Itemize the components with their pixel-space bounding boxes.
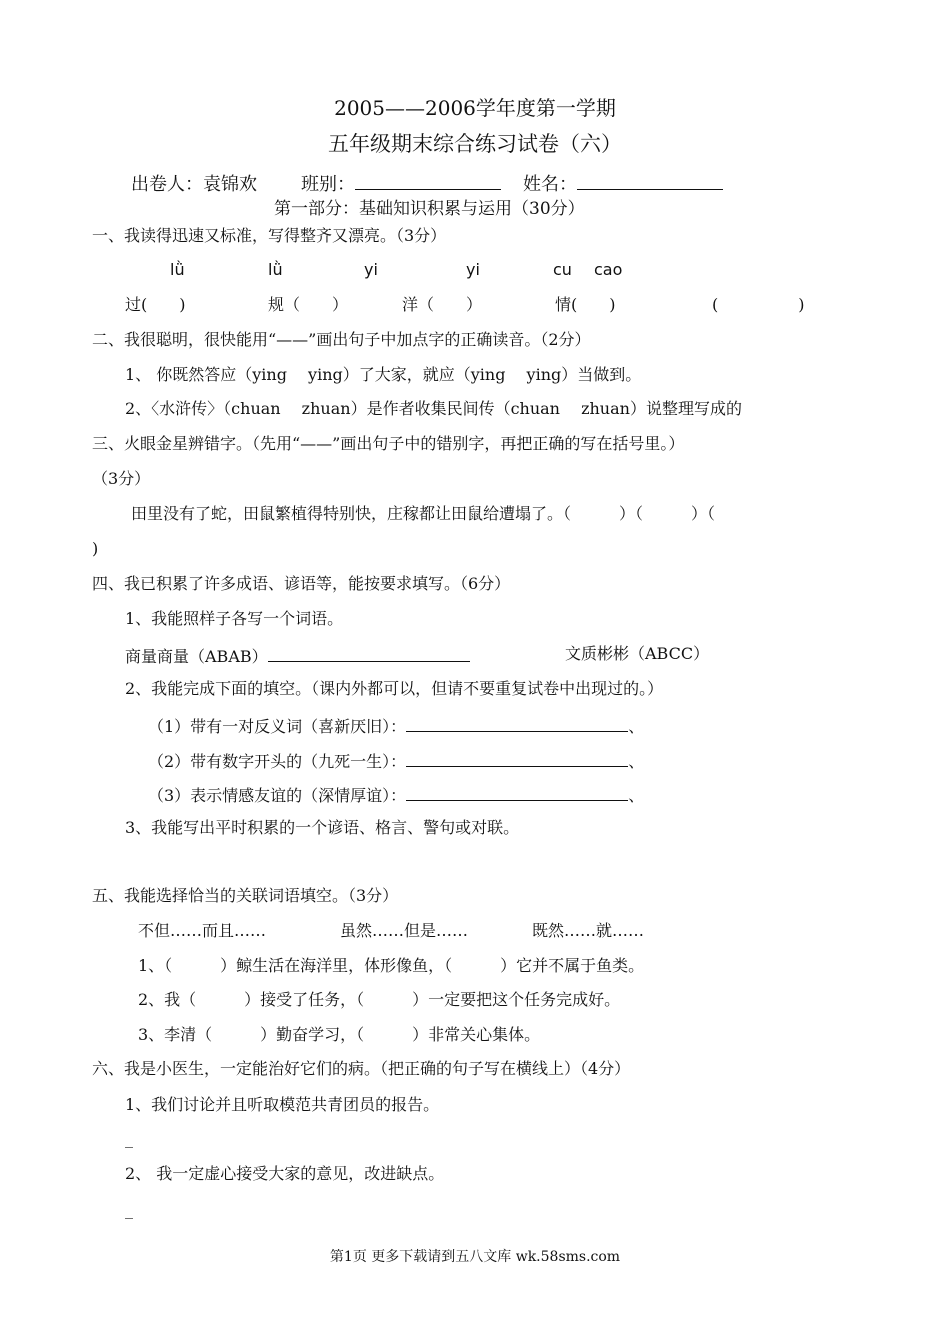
exam-header	[131, 171, 723, 196]
q6-answer1: _	[125, 1129, 133, 1148]
author: 出卷人：袁锦欢	[131, 174, 257, 195]
class-label: 班别：	[301, 174, 355, 195]
q6-item1: 1、我们讨论并且听取模范共青团员的报告。	[125, 1095, 440, 1114]
q1-word-5: ( )	[712, 295, 805, 314]
q3-score: （3分）	[92, 469, 151, 488]
title-line1: 2005——2006学年度第一学期	[334, 96, 616, 120]
fill2-label: （2）带有数字开头的（九死一生）：	[148, 752, 407, 771]
q1-pinyin-1: lǜ	[170, 260, 185, 279]
q4-sub3: 3、我能写出平时积累的一个谚语、格言、警句或对联。	[125, 818, 520, 837]
q2-item1: 1、 你既然答应（ying ying）了大家，就应（ying ying）当做到。	[125, 365, 642, 384]
q4-abab-row	[125, 643, 470, 668]
q6-item2: 2、 我一定虚心接受大家的意见，改进缺点。	[125, 1164, 445, 1183]
fill3-label: （3）表示情感友谊的（深情厚谊）：	[148, 786, 407, 805]
example-abcc: 文质彬彬（ABCC）	[565, 644, 710, 663]
q2-title: 二、我很聪明，很快能用“——”画出句子中加点字的正确读音。（2分）	[92, 330, 591, 349]
q1-pinyin-5: cu	[553, 260, 572, 279]
title-line2: 五年级期末综合练习试卷（六）	[328, 132, 622, 156]
q5-item2: 2、我（ ）接受了任务，（ ）一定要把这个任务完成好。	[138, 990, 621, 1009]
q1-pinyin-2: lǜ	[268, 260, 283, 279]
name-blank	[577, 171, 723, 190]
part1-title: 第一部分：基础知识积累与运用（30分）	[274, 199, 585, 219]
q4-title: 四、我已积累了许多成语、谚语等，能按要求填写。（6分）	[92, 574, 511, 593]
q5-item3: 3、李清（ ）勤奋学习，（ ）非常关心集体。	[138, 1025, 541, 1044]
q2-item2: 2、〈水浒传〉（chuan zhuan）是作者收集民间传（chuan zhuan）说整理写成的	[125, 399, 742, 418]
q1-word-4: 情( )	[555, 295, 616, 314]
q4-fill3-row	[148, 782, 644, 807]
q4-sub2: 2、我能完成下面的填空。（课内外都可以，但请不要重复试卷中出现过的。）	[125, 679, 664, 698]
fill2-sep: 、	[628, 752, 645, 771]
q4-fill2-row	[148, 748, 644, 773]
q1-pinyin-6: cao	[594, 260, 623, 279]
q6-title: 六、我是小医生，一定能治好它们的病。（把正确的句子写在横线上）（4分）	[92, 1059, 631, 1078]
q1-pinyin-4: yi	[466, 260, 480, 279]
q1-word-2: 规（ ）	[268, 295, 349, 314]
fill3-blank	[406, 782, 628, 801]
q5-title: 五、我能选择恰当的关联词语填空。（3分）	[92, 886, 399, 905]
q5-option-3: 既然……就……	[532, 921, 645, 940]
q5-option-2: 虽然……但是……	[340, 921, 469, 940]
q5-item1: 1、（ ）鲸生活在海洋里，体形像鱼，（ ）它并不属于鱼类。	[138, 956, 645, 975]
q1-pinyin-3: yi	[364, 260, 378, 279]
q4-fill1-row	[148, 713, 644, 738]
fill1-blank	[406, 713, 628, 732]
q6-answer2: _	[125, 1200, 133, 1219]
q1-word-3: 洋（ ）	[402, 295, 483, 314]
q3-sentence: 田里没有了蛇，田鼠繁植得特别快，庄稼都让田鼠给遭塌了。（ ）（ ）（	[131, 504, 716, 523]
class-blank	[355, 171, 501, 190]
abab-blank	[268, 643, 470, 662]
q1-title: 一、我读得迅速又标准，写得整齐又漂亮。（3分）	[92, 226, 447, 245]
fill1-sep: 、	[628, 717, 645, 736]
fill3-sep: 、	[628, 786, 645, 805]
q5-option-1: 不但……而且……	[138, 921, 267, 940]
q3-close: )	[92, 539, 99, 558]
q4-sub1: 1、我能照样子各写一个词语。	[125, 609, 344, 628]
name-label: 姓名：	[523, 174, 577, 195]
q3-title: 三、火眼金星辨错字。（先用“——”画出句子中的错别字，再把正确的写在括号里。）	[92, 434, 685, 453]
page-footer: 第1页 更多下载请到五八文库 wk.58sms.com	[329, 1249, 621, 1265]
fill2-blank	[406, 748, 628, 767]
fill1-label: （1）带有一对反义词（喜新厌旧）：	[148, 717, 407, 736]
example-abab: 商量商量（ABAB）	[125, 647, 268, 666]
q1-word-1: 过( )	[125, 295, 186, 314]
